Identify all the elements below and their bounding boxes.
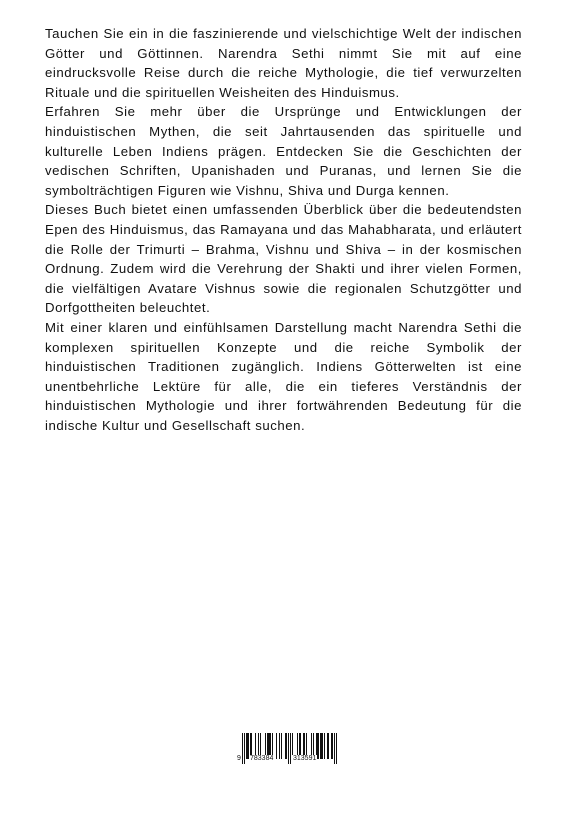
- barcode-bar: [320, 733, 321, 759]
- barcode-bar: [244, 733, 245, 764]
- barcode-bar: [242, 733, 243, 764]
- barcode-bar: [290, 733, 291, 764]
- barcode-bar: [334, 733, 335, 764]
- blurb-paragraph-3: Dieses Buch bietet einen umfassenden Überblick über die bedeutendsten Epen des Hinduismus, das Ramayana und das Mahabharata, und erläutert die Rolle der Trimurti – Brahma, Vishnu und Shiva – in der kosmischen Ordnung. Zudem wird die Verehrung der Shakti und ihrer vielen Formen, die vielfältigen Avatare Vishnus sowie die regionalen Schutzgötter und Dorfgottheiten beleuchtet.: [45, 202, 522, 316]
- barcode-bar: [247, 733, 248, 759]
- barcode-bar: [324, 733, 325, 759]
- back-cover-blurb: [45, 24, 522, 435]
- barcode-bar: [286, 733, 287, 759]
- barcode-bar: [285, 733, 286, 759]
- barcode-bar: [281, 733, 282, 759]
- isbn-barcode: [236, 733, 340, 769]
- barcode-bar: [328, 733, 329, 759]
- barcode-bar: [332, 733, 333, 759]
- barcode-bar: [279, 733, 280, 759]
- barcode-bar: [321, 733, 322, 759]
- barcode-lead-digit: 9: [237, 755, 241, 762]
- barcode-bar: [288, 733, 289, 764]
- barcode-bar: [331, 733, 332, 759]
- barcode-bar: [318, 733, 319, 759]
- barcode-bar: [276, 733, 277, 759]
- blurb-paragraph-2: Erfahren Sie mehr über die Ursprünge und Entwicklungen der hinduistischen Mythen, die seit Jahrtausenden das spirituelle und kulturelle Leben Indiens prägen. Entdecken Sie die Geschichten der vedischen Schriften, Upanishaden und Puranas, und lernen Sie die symbolträchtigen Figuren wie Vishnu, Shiva und Durga kennen.: [45, 104, 522, 198]
- barcode-bar: [336, 733, 337, 764]
- barcode-right-group: 313591: [293, 755, 317, 762]
- blurb-paragraph-4: Mit einer klaren und einfühlsamen Darstellung macht Narendra Sethi die komplexen spirituellen Konzepte und die reiche Symbolik der hinduistischen Traditionen zugänglich. Indiens Götterwelten ist eine unentbehrliche Lektüre für alle, die ein tieferes Verständnis der hinduistischen Mythologie und ihrer fortwährenden Bedeutung für die indische Kultur und Gesellschaft suchen.: [45, 319, 522, 433]
- barcode-left-group: 783384: [250, 755, 274, 762]
- barcode-bar: [246, 733, 247, 759]
- blurb-paragraph-1: Tauchen Sie ein in die faszinierende und vielschichtige Welt der indischen Götter und Göttinnen. Narendra Sethi nimmt Sie mit auf eine eindrucksvolle Reise durch die reiche Mythologie, die tief verwurzelten Rituale und die spirituellen Weisheiten des Hinduismus.: [45, 26, 522, 100]
- barcode-bar: [322, 733, 323, 759]
- barcode-bar: [327, 733, 328, 759]
